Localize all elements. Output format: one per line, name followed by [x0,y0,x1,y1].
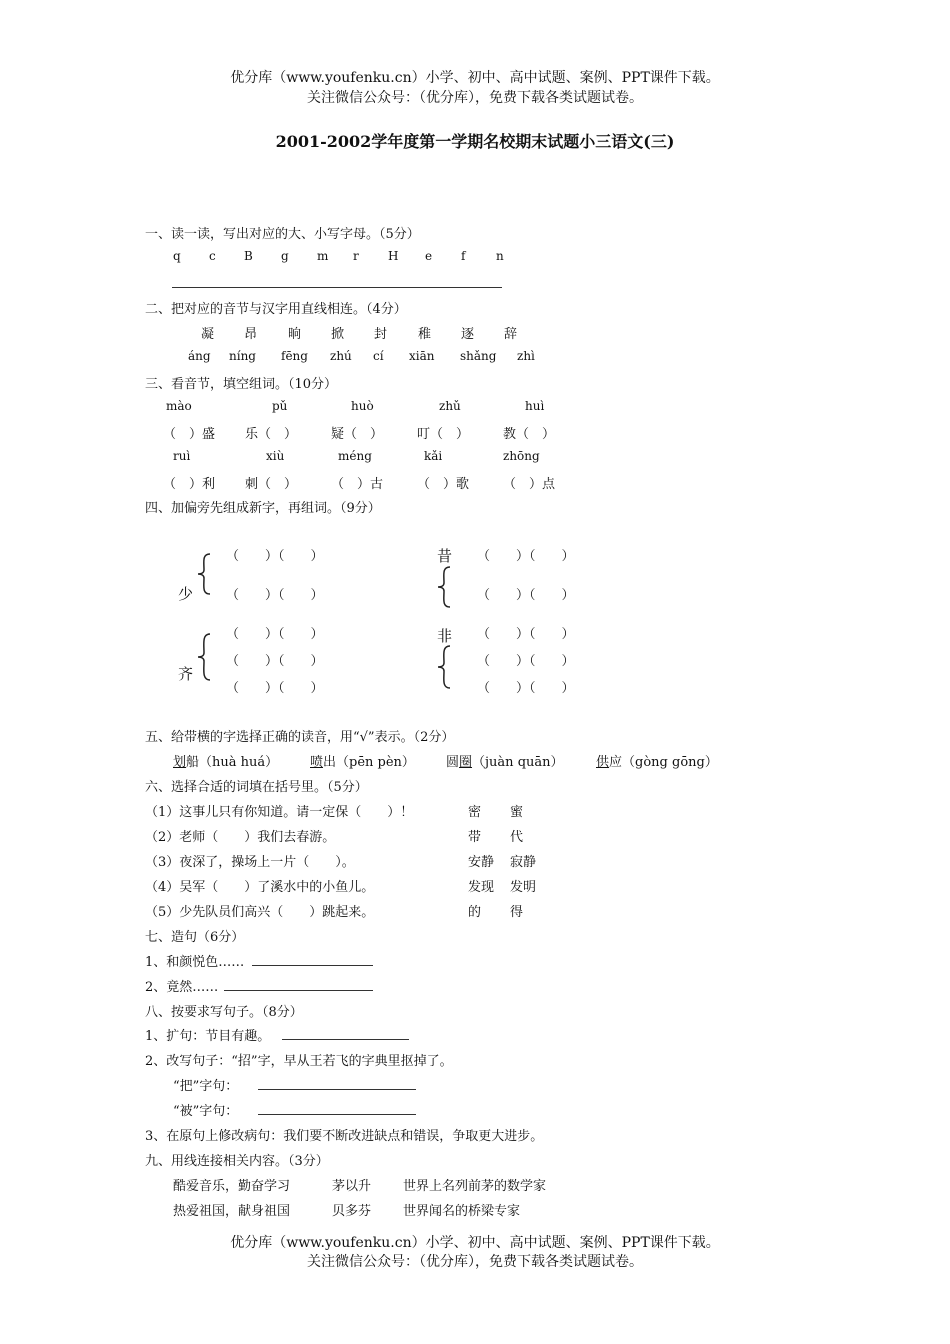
ba-sentence-label: “把”字句： [173,1079,239,1094]
sentence[interactable]: （5）少先队员们高兴（ ）跳起来。 [145,905,375,920]
blank-pair[interactable]: （ ）（ ） [226,627,324,642]
underlined-char: 喷 [310,755,324,770]
pinyin: shǎng [460,349,497,363]
fill-blank[interactable]: （ ）古 [331,477,384,492]
blank-pair[interactable]: （ ）（ ） [226,681,324,696]
sentence[interactable]: （2）老师（ ）我们去春游。 [145,830,336,845]
choice-text: 船（huà huá） [186,755,279,770]
section-9-heading: 九、用线连接相关内容。（3分） [145,1154,329,1169]
reading-choice[interactable] [173,751,278,770]
fill-blank[interactable]: （ ）点 [503,477,556,492]
base-char-xi: 昔 [437,547,453,565]
sentence-prompt: 1、和颜悦色…… [145,955,245,970]
rewrite-prompt: 2、改写句子：“招”字，早从王若飞的字典里抠掉了。 [145,1054,453,1069]
pinyin: cí [373,349,384,363]
fill-blank[interactable]: 乐（ ） [245,427,298,442]
option: 密 [468,805,482,820]
section-2-heading: 二、把对应的音节与汉字用直线相连。（4分） [145,302,407,317]
blank-pair[interactable]: （ ）（ ） [477,654,575,669]
blank-pair[interactable]: （ ）（ ） [226,588,324,603]
section-5-heading: 五、给带横的字选择正确的读音，用“√”表示。（2分） [145,730,455,745]
letter: r [353,249,359,263]
pinyin: mào [166,399,192,413]
pinyin: fēng [281,349,308,363]
choice-text: 应（gòng gōng） [609,755,718,770]
blank-pair[interactable]: （ ）（ ） [477,588,575,603]
pinyin: níng [229,349,256,363]
option: 寂静 [510,855,537,870]
option: 安静 [468,855,495,870]
sentence[interactable]: （1）这事儿只有你知道。请一定保（ ）！ [145,805,414,820]
fill-blank[interactable]: （ ）歌 [417,477,470,492]
section-8-heading: 八、按要求写句子。（8分） [145,1005,303,1020]
brace-icon [196,552,214,596]
sentence[interactable]: （4）吴军（ ）了溪水中的小鱼儿。 [145,880,375,895]
brace-icon [196,632,214,682]
bei-sentence-label: “被”字句： [173,1104,239,1119]
fill-blank[interactable]: 教（ ） [503,427,556,442]
hanzi: 昂 [244,327,258,342]
section-4-heading: 四、加偏旁先组成新字，再组词。（9分） [145,501,381,516]
pinyin: huò [351,399,374,413]
fill-blank[interactable]: 疑（ ） [331,427,384,442]
header-line-2: 关注微信公众号：（优分库），免费下载各类试题试卷。 [307,90,643,106]
letter: H [388,249,399,263]
sentence[interactable]: （3）夜深了，操场上一片（ ）。 [145,855,355,870]
brace-icon [436,644,454,690]
base-char-shao: 少 [178,585,194,603]
pinyin: méng [338,449,372,463]
reading-choice[interactable] [310,751,415,770]
footer-line-2: 关注微信公众号：（优分库），免费下载各类试题试卷。 [307,1254,643,1270]
base-char-qi: 齐 [178,665,194,683]
fill-blank[interactable]: （ ）利 [163,477,216,492]
answer-line[interactable] [282,1039,409,1040]
match-item[interactable]: 世界闻名的桥梁专家 [403,1204,521,1219]
section-6-heading: 六、选择合适的词填在括号里。（5分） [145,780,368,795]
letter: n [496,249,504,263]
option: 发明 [510,880,537,895]
underlined-char: 划 [173,755,187,770]
reading-choice[interactable] [446,751,564,770]
footer-line-1: 优分库（www.youfenku.cn）小学、初中、高中试题、案例、PPT课件下载。 [230,1235,720,1251]
pinyin: xiù [266,449,285,463]
underlined-char: 圈 [459,755,473,770]
answer-line[interactable] [258,1114,416,1115]
option: 带 [468,830,482,845]
section-1-heading: 一、读一读，写出对应的大、小写字母。（5分） [145,227,420,242]
pinyin: huì [525,399,545,413]
blank-pair[interactable]: （ ）（ ） [477,549,575,564]
answer-line[interactable] [172,287,502,288]
hanzi: 封 [374,327,388,342]
option: 的 [468,905,482,920]
underlined-char: 供 [596,755,610,770]
hanzi: 逐 [461,327,475,342]
pinyin: zhú [330,349,352,363]
expand-prompt: 1、扩句：节目有趣。 [145,1029,271,1044]
match-item[interactable]: 茅以升 [332,1179,372,1194]
hanzi: 辞 [504,327,518,342]
hanzi: 掀 [331,327,345,342]
base-char-fei: 非 [437,627,453,645]
pinyin: xiān [409,349,435,363]
pinyin: áng [188,349,211,363]
hanzi: 稚 [418,327,432,342]
answer-line[interactable] [252,965,373,966]
pinyin: kǎi [424,449,443,463]
match-item[interactable]: 贝多芬 [332,1204,372,1219]
section-3-heading: 三、看音节，填空组词。（10分） [145,377,338,392]
hanzi: 晌 [288,327,302,342]
match-item[interactable]: 热爱祖国，献身祖国 [173,1204,291,1219]
fill-blank[interactable]: （ ）盛 [163,427,216,442]
letter: B [244,249,253,263]
letter: m [317,249,329,263]
pinyin: zhōng [503,449,540,463]
letter: g [281,249,289,263]
option: 蜜 [510,805,524,820]
match-item[interactable]: 酷爱音乐，勤奋学习 [173,1179,291,1194]
reading-choice[interactable] [596,751,718,770]
blank-pair[interactable]: （ ）（ ） [477,681,575,696]
correct-sentence-prompt: 3、在原句上修改病句：我们要不断改进缺点和错误，争取更大进步。 [145,1129,544,1144]
option: 发现 [468,880,495,895]
fill-blank[interactable]: 叮（ ） [417,427,470,442]
letter: c [209,249,216,263]
blank-pair[interactable]: （ ）（ ） [226,654,324,669]
hanzi: 凝 [201,327,215,342]
pinyin: ruì [173,449,191,463]
brace-icon [436,565,454,609]
blank-pair[interactable]: （ ）（ ） [226,549,324,564]
plain-char: 圆 [446,755,460,770]
sentence-prompt: 2、竟然…… [145,980,219,995]
letter: f [461,249,466,263]
answer-line[interactable] [224,990,373,991]
fill-blank[interactable]: 刺（ ） [245,477,298,492]
pinyin: zhì [517,349,535,363]
letter: q [173,249,181,263]
option: 得 [510,905,524,920]
match-item[interactable]: 世界上名列前茅的数学家 [403,1179,547,1194]
answer-line[interactable] [258,1089,416,1090]
option: 代 [510,830,524,845]
blank-pair[interactable]: （ ）（ ） [477,627,575,642]
pinyin: zhǔ [439,399,461,413]
letter: e [425,249,433,263]
choice-text: （juàn quān） [472,755,564,770]
page-title: 2001-2002学年度第一学期名校期末试题小三语文(三) [275,132,675,151]
pinyin: pǔ [272,399,288,413]
choice-text: 出（pēn pèn） [323,755,415,770]
header-line-1: 优分库（www.youfenku.cn）小学、初中、高中试题、案例、PPT课件下载。 [230,70,720,86]
section-7-heading: 七、造句（6分） [145,930,245,945]
